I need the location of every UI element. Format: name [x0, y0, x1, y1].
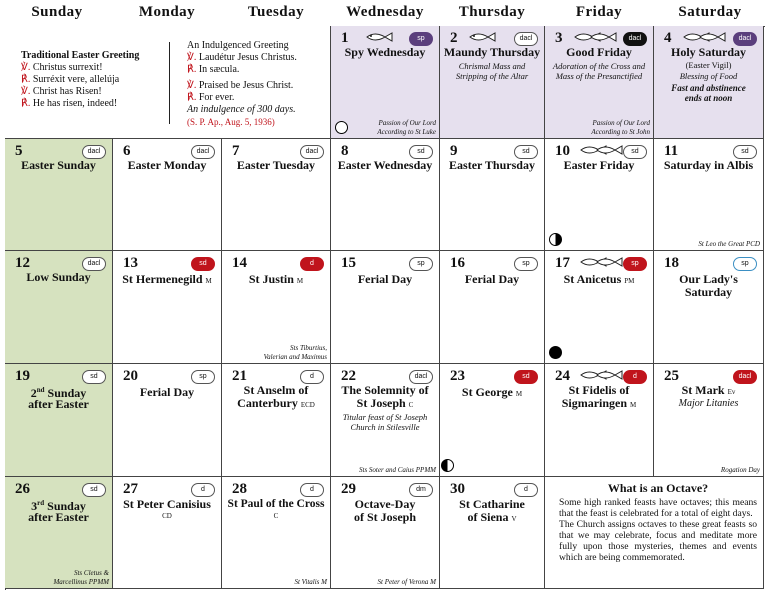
day-number: 19	[15, 368, 30, 384]
sunday-ordinal: 3	[31, 499, 38, 513]
day-cell-9[interactable]	[440, 139, 545, 251]
day-number: 14	[232, 255, 247, 271]
day-number: 13	[123, 255, 138, 271]
day-cell-14[interactable]	[222, 251, 331, 364]
day-number: 12	[15, 255, 30, 271]
full-moon-icon	[335, 121, 348, 134]
day-number: 7	[232, 143, 240, 159]
day-footnote-1: St Vitalis M	[294, 578, 327, 586]
day-footnote-1: Rogation Day	[720, 466, 760, 474]
day-subtitle-0: (Easter Vigil)	[685, 60, 732, 70]
day-cell-27[interactable]	[113, 477, 222, 589]
day-subtitle-2: Mass of the Presanctified	[555, 71, 643, 81]
rank-badge: d	[300, 257, 324, 271]
day-title: St Paul of the Cross	[227, 498, 325, 510]
header-thursday: Thursday	[458, 4, 526, 20]
versicle-1: ℣.	[21, 62, 31, 73]
day-title: Octave-Day	[354, 497, 416, 511]
ind-versicle-1: ℣.	[187, 52, 197, 63]
day-title: Ferial Day	[139, 385, 195, 399]
rank-badge: sd	[409, 145, 433, 159]
day-number: 27	[123, 481, 138, 497]
day-number: 4	[664, 30, 672, 46]
day-subtitle-3: ends at noon	[684, 93, 733, 103]
day-title: St Fidelis of	[568, 383, 630, 397]
day-cell-8[interactable]	[331, 139, 440, 251]
rank-badge: sp	[191, 370, 215, 384]
easter-greeting	[21, 50, 163, 110]
day-cell-4[interactable]	[654, 26, 764, 139]
rank-badge: sp	[514, 257, 538, 271]
response-1: ℟.	[21, 74, 31, 85]
ind-versicle-2: ℣.	[187, 80, 197, 91]
ind-line-4: For ever.	[198, 92, 235, 103]
day-cell-22[interactable]	[331, 364, 440, 477]
day-number: 21	[232, 368, 247, 384]
easter-greeting-title: Traditional Easter Greeting	[21, 50, 140, 61]
rank-badge: dacl	[409, 370, 433, 384]
day-title: St Anicetus	[563, 272, 622, 286]
day-cell-26[interactable]	[5, 477, 113, 589]
day-title: Ferial Day	[357, 272, 413, 286]
day-number: 25	[664, 368, 679, 384]
indulgenced-greeting	[187, 40, 327, 128]
rank-badge: sd	[514, 370, 538, 384]
saint-rank: M	[205, 277, 212, 285]
day-title: Saturday in Albis	[663, 158, 754, 172]
saint-rank: M	[515, 390, 523, 398]
day-subtitle-1: Blessing of Food	[679, 71, 738, 81]
day-cell-12[interactable]	[5, 251, 113, 364]
fish-icon	[573, 31, 617, 43]
day-footnote-1: Sts Cletus &	[73, 569, 109, 577]
saint-rank: ECD	[300, 401, 315, 409]
day-footnote-2: According to St Luke	[377, 128, 436, 136]
day-footnote-1: Passion of Our Lord	[592, 119, 650, 127]
day-footnote-2: Valerian and Maximus	[263, 353, 327, 361]
indulgenced-title: An Indulgenced Greeting	[187, 40, 289, 51]
day-cell-28[interactable]	[222, 477, 331, 589]
day-cell-20[interactable]	[113, 364, 222, 477]
fish-icon	[365, 31, 393, 43]
response-2: ℟.	[21, 98, 31, 109]
octave-paragraph-2: The Church assigns octaves to these great feasts so that we may celebrate, focus and meditate more fully upon those mysteries, themes and events which are being commemorated.	[559, 519, 757, 563]
day-cell-10[interactable]	[545, 139, 654, 251]
day-number: 18	[664, 255, 679, 271]
rank-badge: dacl	[300, 145, 324, 159]
day-cell-7[interactable]	[222, 139, 331, 251]
day-footnote-1: St Peter of Verona M	[377, 578, 436, 586]
day-title: Maundy Thursday	[443, 45, 541, 59]
day-footnote-2: Marcellinus PPMM	[53, 578, 109, 586]
day-number: 17	[555, 255, 570, 271]
day-number: 8	[341, 143, 349, 159]
day-title: St Hermenegild	[122, 272, 203, 286]
fish-icon	[468, 31, 496, 43]
saint-rank: CD	[162, 512, 172, 520]
octave-title: What is an Octave?	[607, 481, 709, 495]
day-title: Easter Wednesday	[337, 158, 433, 172]
day-number: 10	[555, 143, 570, 159]
ind-line-2: In sæcula.	[198, 64, 240, 75]
day-footnote-1: Sts Tiburtius,	[290, 344, 327, 352]
ind-response-2: ℟.	[187, 92, 197, 103]
day-title-line-2: after Easter	[28, 510, 89, 524]
last-quarter-moon-icon	[441, 459, 454, 472]
day-cell-16[interactable]	[440, 251, 545, 364]
day-number: 9	[450, 143, 458, 159]
day-footnote-1: Passion of Our Lord	[378, 119, 436, 127]
day-number: 29	[341, 481, 356, 497]
rank-badge: sd	[514, 145, 538, 159]
ordinal-suffix: rd	[37, 499, 45, 507]
day-title: St Anselm of	[243, 383, 309, 397]
rank-badge: dacl	[191, 145, 215, 159]
day-cell-6[interactable]	[113, 139, 222, 251]
octave-explanation	[545, 477, 764, 589]
fish-icon	[579, 256, 623, 268]
rank-badge: dacl	[733, 32, 757, 46]
saint-rank: Ev	[727, 388, 736, 396]
day-title: The Solemnity of	[341, 383, 429, 397]
versicle-2: ℣.	[21, 86, 31, 97]
day-title-line-2: Canterbury	[237, 396, 298, 410]
day-title-line-2: of St Joseph	[353, 510, 416, 524]
day-number: 3	[555, 30, 563, 46]
day-title: St Justin	[248, 272, 294, 286]
day-cell-29[interactable]	[331, 477, 440, 589]
day-number: 24	[555, 368, 570, 384]
rank-badge: sd	[623, 145, 647, 159]
easter-line-4: He has risen, indeed!	[32, 98, 118, 109]
rank-badge: sd	[82, 483, 106, 497]
ind-line-3: Praised be Jesus Christ.	[198, 80, 294, 91]
day-number: 16	[450, 255, 465, 271]
day-subtitle-1: Titular feast of St Joseph	[342, 412, 428, 422]
ind-response-1: ℟.	[187, 64, 197, 75]
day-cell-25[interactable]	[654, 364, 764, 477]
rank-badge: dacl	[82, 257, 106, 271]
day-cell-15[interactable]	[331, 251, 440, 364]
day-cell-5[interactable]	[5, 139, 113, 251]
easter-line-2: Surréxit vere, allelúja	[32, 74, 120, 85]
day-title: Our Lady's	[679, 272, 738, 286]
day-number: 28	[232, 481, 247, 497]
first-quarter-moon-icon	[549, 233, 562, 246]
ordinal-suffix: nd	[36, 386, 45, 394]
fish-icon	[579, 144, 623, 156]
day-number: 1	[341, 30, 349, 46]
day-number: 22	[341, 368, 356, 384]
greeting-divider	[169, 42, 170, 124]
saint-rank: C	[273, 512, 279, 520]
rank-badge: dm	[409, 483, 433, 497]
header-sunday: Sunday	[31, 4, 83, 20]
day-number: 30	[450, 481, 465, 497]
rank-badge: sd	[733, 145, 757, 159]
day-cell-19[interactable]	[5, 364, 113, 477]
day-subtitle-2: Church in Stilesville	[350, 422, 420, 432]
indulgence-source: (S. P. Ap., Aug. 5, 1936)	[187, 117, 275, 127]
rank-badge: dacl	[733, 370, 757, 384]
day-number: 11	[664, 143, 679, 159]
rank-badge: sp	[409, 257, 433, 271]
header-wednesday: Wednesday	[346, 4, 424, 20]
day-title: Sunday	[44, 499, 86, 513]
day-title: St Mark	[681, 383, 725, 397]
rank-badge: sp	[733, 257, 757, 271]
day-title: Holy Saturday	[670, 45, 746, 59]
day-title: Easter Friday	[563, 158, 635, 172]
day-subtitle-2: Stripping of the Altar	[455, 71, 529, 81]
day-number: 23	[450, 368, 465, 384]
day-title: St Catharine	[459, 497, 525, 511]
indulgence-note: An indulgence of 300 days.	[187, 104, 296, 115]
day-cell-13[interactable]	[113, 251, 222, 364]
rank-badge: d	[300, 483, 324, 497]
day-title-line-2: of Siena	[467, 510, 509, 524]
rank-badge: dacl	[623, 32, 647, 46]
easter-line-1: Christus surrexit!	[32, 62, 103, 73]
day-title: St Peter Canisius	[123, 497, 211, 511]
new-moon-icon	[549, 346, 562, 359]
day-subtitle-1: Adoration of the Cross and	[552, 61, 646, 71]
saint-rank: M	[296, 277, 304, 285]
day-cell-2[interactable]	[440, 26, 545, 139]
rank-badge: dacl	[514, 32, 538, 46]
day-title: Sunday	[44, 386, 87, 400]
day-cell-24[interactable]	[545, 364, 654, 477]
saint-rank: V	[511, 515, 517, 523]
day-number: 6	[123, 143, 131, 159]
day-number: 26	[15, 481, 30, 497]
day-number: 15	[341, 255, 356, 271]
day-subtitle-1: Chrismal Mass and	[458, 61, 526, 71]
day-cell-21[interactable]	[222, 364, 331, 477]
day-number: 2	[450, 30, 458, 46]
day-subtitle-2: Fast and abstinence	[671, 83, 746, 93]
day-footnote-2: According to St John	[591, 128, 650, 136]
rank-badge: d	[514, 483, 538, 497]
sunday-ordinal: 2	[30, 386, 37, 400]
day-title: Low Sunday	[26, 270, 91, 284]
day-subtitle-1: Major Litanies	[678, 398, 739, 409]
saint-rank: M	[630, 401, 637, 409]
day-cell-18[interactable]	[654, 251, 764, 364]
easter-line-3: Christ has Risen!	[32, 86, 102, 97]
rank-badge: dacl	[82, 145, 106, 159]
day-cell-23[interactable]	[440, 364, 545, 477]
header-saturday: Saturday	[678, 4, 742, 20]
header-tuesday: Tuesday	[247, 4, 305, 20]
day-title-line-2: Saturday	[684, 285, 733, 299]
day-title: Spy Wednesday	[344, 45, 426, 59]
rank-badge: d	[623, 370, 647, 384]
saint-rank: C	[408, 401, 414, 409]
day-title-line-2: St Joseph	[356, 396, 406, 410]
day-title: St George	[461, 385, 513, 399]
rank-badge: sd	[191, 257, 215, 271]
rank-badge: sp	[623, 257, 647, 271]
day-cell-11[interactable]	[654, 139, 764, 251]
day-title: Easter Sunday	[21, 158, 96, 172]
day-cell-1[interactable]	[331, 26, 440, 139]
day-footnote-1: Sts Soter and Caius PPMM	[359, 466, 436, 474]
day-title: Easter Tuesday	[236, 158, 316, 172]
header-monday: Monday	[138, 4, 196, 20]
day-title-line-2: after Easter	[28, 397, 89, 411]
octave-paragraph-1: Some high ranked feasts have octaves; this means that the feast is celebrated for a total of eight days.	[559, 497, 757, 519]
day-title: Ferial Day	[464, 272, 520, 286]
rank-badge: d	[300, 370, 324, 384]
ind-line-1: Laudétur Jesus Christus.	[198, 52, 297, 63]
day-cell-30[interactable]	[440, 477, 545, 589]
greetings-box	[5, 26, 331, 139]
day-cell-3[interactable]	[545, 26, 654, 139]
rank-badge: d	[191, 483, 215, 497]
fish-icon	[682, 31, 726, 43]
saint-rank: PM	[624, 277, 635, 285]
day-footnote-1: St Leo the Great PCD	[698, 240, 760, 248]
day-number: 5	[15, 143, 23, 159]
day-title-line-2: Sigmaringen	[561, 396, 628, 410]
day-title: Easter Monday	[127, 158, 207, 172]
rank-badge: sd	[82, 370, 106, 384]
header-friday: Friday	[575, 4, 623, 20]
day-number: 20	[123, 368, 138, 384]
rank-badge: sp	[409, 32, 433, 46]
day-cell-17[interactable]	[545, 251, 654, 364]
day-title: Good Friday	[566, 45, 632, 59]
day-title: Easter Thursday	[449, 158, 535, 172]
fish-icon	[579, 369, 623, 381]
